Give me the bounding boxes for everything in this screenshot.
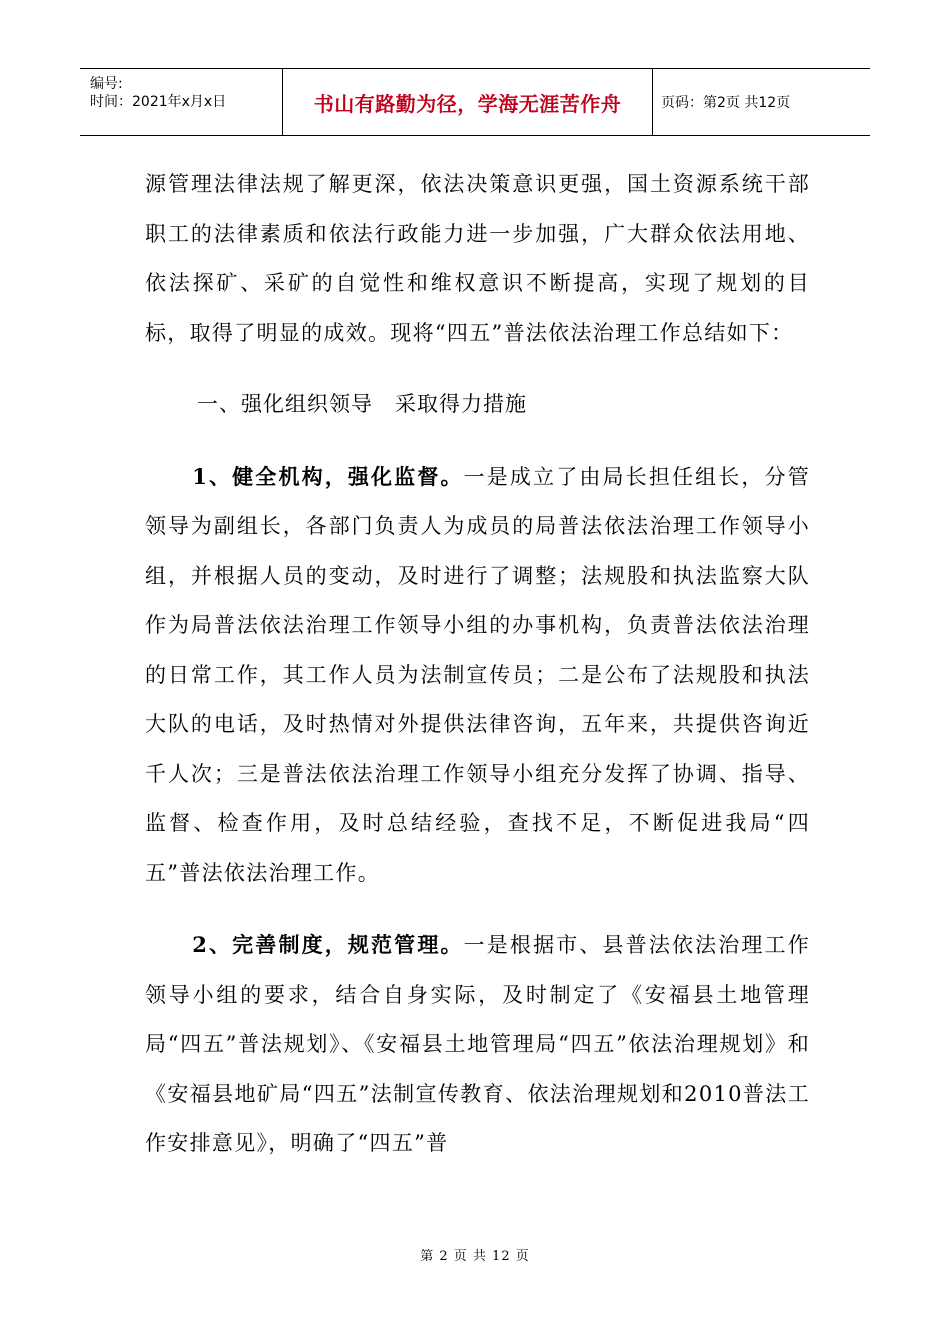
- item-1-title: 1、健全机构，强化监督。: [192, 463, 464, 489]
- header-meta: [80, 69, 283, 135]
- document-date: 时间：2021年x月x日: [90, 94, 227, 110]
- header-page-number: 页码：第2页 共12页: [661, 95, 791, 111]
- document-body: [145, 160, 810, 1169]
- header-motto: 书山有路勤为径，学海无涯苦作舟: [283, 69, 653, 135]
- paragraph-item-1: [145, 452, 810, 899]
- paragraph-intro: 源管理法律法规了解更深，依法决策意识更强，国土资源系统干部职工的法律素质和依法行政能力进一步加强，广大群众依法用地、依法探矿、采矿的自觉性和维权意识不断提高，实现了规划的目标，取得了明显的成效。现将“四五”普法依法治理工作总结如下：: [145, 172, 810, 345]
- page-footer: 第 2 页 共 12 页: [420, 1249, 530, 1264]
- item-2-title: 2、完善制度，规范管理。: [192, 932, 464, 957]
- item-2-text: 一是根据市、县普法依法治理工作领导小组的要求，结合自身实际，及时制定了《安福县土地管理局“四五”普法规划》、《安福县土地管理局“四五”依法治理规划》和《安福县地矿局“四五”法制宣传教育、依法治理规划和2010普法工作安排意见》，明确了“四五”普: [145, 933, 811, 1155]
- paragraph-item-2: [145, 920, 810, 1169]
- page-header: [80, 68, 870, 136]
- section-heading: 一、强化组织领导 采取得力措施: [197, 392, 527, 416]
- document-number-label: 编号:: [90, 76, 123, 92]
- item-1-text: 一是成立了由局长担任组长，分管领导为副组长，各部门负责人为成员的局普法依法治理工作领导小组，并根据人员的变动，及时进行了调整；法规股和执法监察大队作为局普法依法治理工作领导小组的办事机构，负责普法依法治理的日常工作，其工作人员为法制宣传员；二是公布了法规股和执法大队的电话，及时热情对外提供法律咨询，五年来，共提供咨询近千人次；三是普法依法治理工作领导小组充分发挥了协调、指导、监督、检查作用，及时总结经验，查找不足，不断促进我局“四五”普法依法治理工作。: [145, 464, 811, 885]
